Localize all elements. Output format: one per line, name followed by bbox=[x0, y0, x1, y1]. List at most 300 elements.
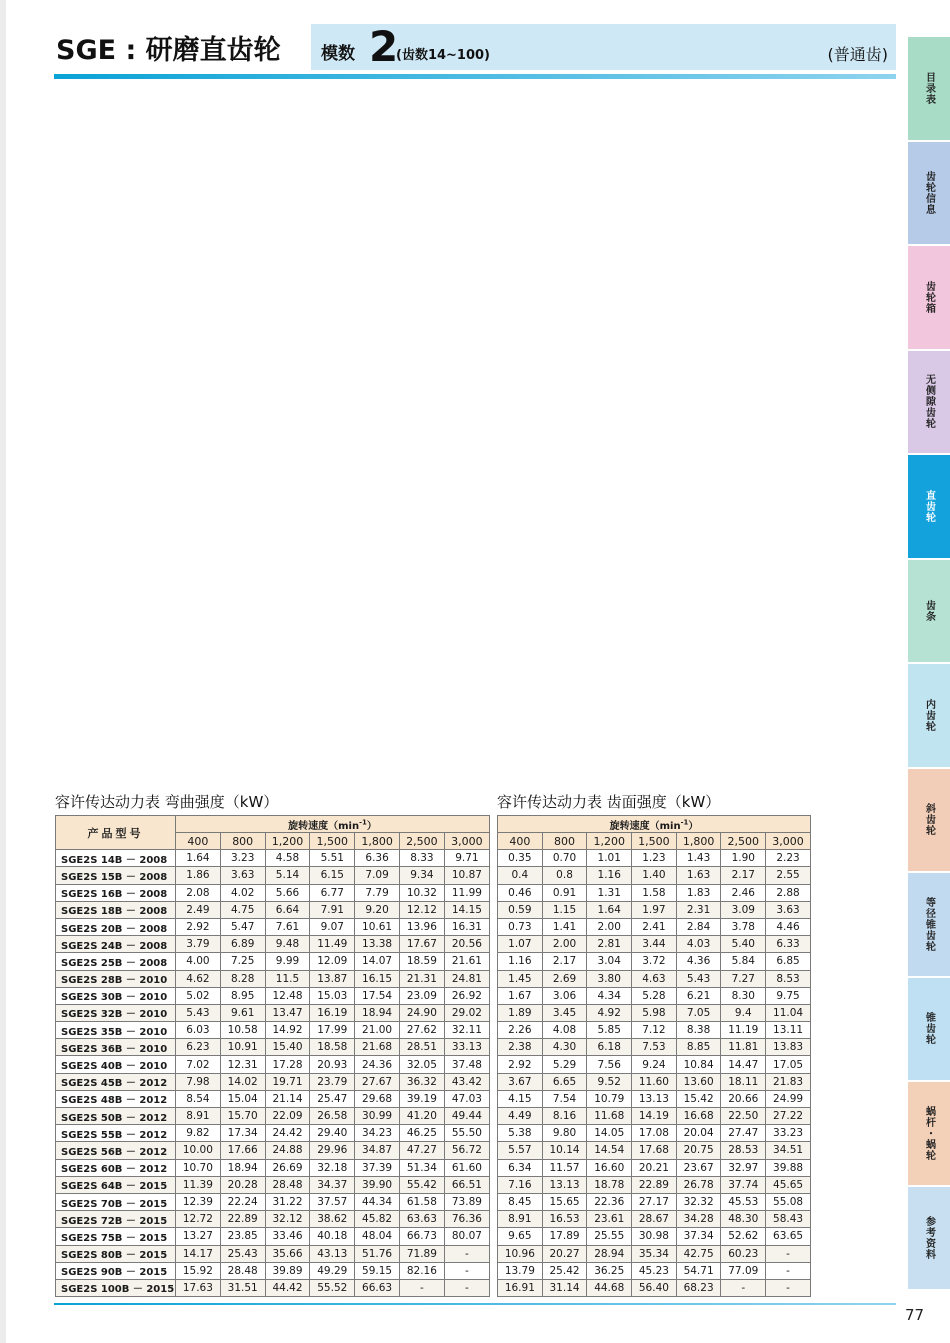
surface-value-cell: 2.00 bbox=[587, 918, 632, 935]
bending-value-cell: 5.14 bbox=[265, 867, 310, 884]
surface-value-cell: 8.85 bbox=[676, 1039, 721, 1056]
bending-value-cell: 44.42 bbox=[265, 1279, 310, 1296]
speed-value-header: 1,200 bbox=[265, 833, 310, 850]
table-row bbox=[56, 953, 490, 970]
surface-value-cell: 13.79 bbox=[498, 1262, 543, 1279]
surface-value-cell: 3.06 bbox=[542, 987, 587, 1004]
surface-value-cell: 5.28 bbox=[632, 987, 677, 1004]
speed-value-header: 1,500 bbox=[632, 833, 677, 850]
table-row bbox=[56, 1279, 490, 1296]
surface-value-cell: 4.46 bbox=[766, 918, 811, 935]
bending-value-cell: 56.72 bbox=[444, 1142, 489, 1159]
bending-value-cell: 7.25 bbox=[220, 953, 265, 970]
surface-value-cell: 3.78 bbox=[721, 918, 766, 935]
bending-value-cell: 13.96 bbox=[399, 918, 444, 935]
bending-value-cell: 10.87 bbox=[444, 867, 489, 884]
bending-value-cell: 5.47 bbox=[220, 918, 265, 935]
surface-value-cell: 77.09 bbox=[721, 1262, 766, 1279]
table-row bbox=[56, 901, 490, 918]
module-label: 模数 bbox=[321, 44, 355, 64]
surface-strength-table bbox=[497, 815, 811, 1297]
bending-value-cell: 6.36 bbox=[355, 850, 400, 867]
bending-value-cell: 45.82 bbox=[355, 1211, 400, 1228]
bending-value-cell: 10.32 bbox=[399, 884, 444, 901]
surface-value-cell: 34.51 bbox=[766, 1142, 811, 1159]
bending-value-cell: 17.99 bbox=[310, 1022, 355, 1039]
bending-value-cell: 38.62 bbox=[310, 1211, 355, 1228]
surface-value-cell: 0.91 bbox=[542, 884, 587, 901]
table-row bbox=[498, 1090, 811, 1107]
surface-value-cell: 14.54 bbox=[587, 1142, 632, 1159]
bending-value-cell: 15.70 bbox=[220, 1108, 265, 1125]
side-tab-label: 等径锥齿轮 bbox=[923, 896, 935, 952]
surface-value-cell: 5.57 bbox=[498, 1142, 543, 1159]
table-row bbox=[498, 1159, 811, 1176]
bending-value-cell: 15.92 bbox=[176, 1262, 221, 1279]
surface-value-cell: 1.63 bbox=[676, 867, 721, 884]
surface-value-cell: 14.05 bbox=[587, 1125, 632, 1142]
surface-value-cell: 5.98 bbox=[632, 1004, 677, 1021]
surface-value-cell: 27.17 bbox=[632, 1193, 677, 1210]
surface-value-cell: 11.60 bbox=[632, 1073, 677, 1090]
surface-value-cell: 8.16 bbox=[542, 1108, 587, 1125]
bending-value-cell: 59.15 bbox=[355, 1262, 400, 1279]
model-cell: SGE2S 50B － 2012 bbox=[56, 1108, 176, 1125]
speed-value-header: 2,500 bbox=[399, 833, 444, 850]
bending-value-cell: 55.42 bbox=[399, 1176, 444, 1193]
bending-value-cell: 66.51 bbox=[444, 1176, 489, 1193]
bending-value-cell: 20.28 bbox=[220, 1176, 265, 1193]
surface-value-cell: 54.71 bbox=[676, 1262, 721, 1279]
surface-value-cell: 6.18 bbox=[587, 1039, 632, 1056]
surface-value-cell: 20.27 bbox=[542, 1245, 587, 1262]
surface-value-cell: 17.68 bbox=[632, 1142, 677, 1159]
model-cell: SGE2S 24B － 2008 bbox=[56, 936, 176, 953]
surface-value-cell: 1.43 bbox=[676, 850, 721, 867]
bending-value-cell: 3.23 bbox=[220, 850, 265, 867]
bending-value-cell: 47.03 bbox=[444, 1090, 489, 1107]
surface-value-cell: 68.23 bbox=[676, 1279, 721, 1296]
surface-value-cell: 17.05 bbox=[766, 1056, 811, 1073]
bending-value-cell: - bbox=[444, 1262, 489, 1279]
surface-value-cell: 5.29 bbox=[542, 1056, 587, 1073]
surface-value-cell: 10.96 bbox=[498, 1245, 543, 1262]
table-row bbox=[56, 1211, 490, 1228]
surface-value-cell: 13.83 bbox=[766, 1039, 811, 1056]
surface-value-cell: 0.73 bbox=[498, 918, 543, 935]
surface-value-cell: 34.28 bbox=[676, 1211, 721, 1228]
table-row bbox=[498, 1004, 811, 1021]
bending-value-cell: 6.77 bbox=[310, 884, 355, 901]
table-row bbox=[498, 1193, 811, 1210]
speed-value-header: 3,000 bbox=[444, 833, 489, 850]
surface-value-cell: 30.98 bbox=[632, 1228, 677, 1245]
bending-value-cell: 12.39 bbox=[176, 1193, 221, 1210]
side-tab[interactable] bbox=[908, 1187, 950, 1290]
bending-value-cell: 27.67 bbox=[355, 1073, 400, 1090]
table-row bbox=[498, 1108, 811, 1125]
surface-value-cell: 56.40 bbox=[632, 1279, 677, 1296]
surface-value-cell: 1.97 bbox=[632, 901, 677, 918]
bending-value-cell: 5.02 bbox=[176, 987, 221, 1004]
bending-value-cell: 4.02 bbox=[220, 884, 265, 901]
surface-value-cell: 1.41 bbox=[542, 918, 587, 935]
bending-value-cell: 39.19 bbox=[399, 1090, 444, 1107]
speed-value-header: 400 bbox=[176, 833, 221, 850]
bending-value-cell: 11.99 bbox=[444, 884, 489, 901]
bending-value-cell: 12.12 bbox=[399, 901, 444, 918]
surface-value-cell: 60.23 bbox=[721, 1245, 766, 1262]
surface-value-cell: 52.62 bbox=[721, 1228, 766, 1245]
speed-value-header: 3,000 bbox=[766, 833, 811, 850]
table-row bbox=[56, 1159, 490, 1176]
side-tab[interactable] bbox=[908, 769, 950, 872]
model-cell: SGE2S 40B － 2010 bbox=[56, 1056, 176, 1073]
bending-value-cell: 7.91 bbox=[310, 901, 355, 918]
surface-value-cell: 9.65 bbox=[498, 1228, 543, 1245]
bending-value-cell: 32.05 bbox=[399, 1056, 444, 1073]
table-row bbox=[56, 1245, 490, 1262]
surface-value-cell: 2.17 bbox=[721, 867, 766, 884]
surface-value-cell: 0.46 bbox=[498, 884, 543, 901]
bending-value-cell: 44.34 bbox=[355, 1193, 400, 1210]
table-row bbox=[498, 1262, 811, 1279]
surface-value-cell: 28.53 bbox=[721, 1142, 766, 1159]
bending-value-cell: 6.89 bbox=[220, 936, 265, 953]
model-cell: SGE2S 14B － 2008 bbox=[56, 850, 176, 867]
table-row bbox=[56, 1228, 490, 1245]
bending-value-cell: 12.09 bbox=[310, 953, 355, 970]
bending-value-cell: 24.42 bbox=[265, 1125, 310, 1142]
side-tab[interactable] bbox=[908, 664, 950, 767]
bending-value-cell: 1.86 bbox=[176, 867, 221, 884]
table-row bbox=[498, 867, 811, 884]
table-row bbox=[56, 1176, 490, 1193]
surface-value-cell: 6.21 bbox=[676, 987, 721, 1004]
table-row bbox=[498, 850, 811, 867]
surface-value-cell: 3.67 bbox=[498, 1073, 543, 1090]
surface-value-cell: 4.30 bbox=[542, 1039, 587, 1056]
table-row bbox=[498, 970, 811, 987]
surface-value-cell: 16.68 bbox=[676, 1108, 721, 1125]
bending-value-cell: 6.23 bbox=[176, 1039, 221, 1056]
surface-value-cell: - bbox=[721, 1279, 766, 1296]
bending-value-cell: 51.76 bbox=[355, 1245, 400, 1262]
model-cell: SGE2S 45B － 2012 bbox=[56, 1073, 176, 1090]
bending-value-cell: 61.60 bbox=[444, 1159, 489, 1176]
bending-value-cell: 7.02 bbox=[176, 1056, 221, 1073]
bending-value-cell: 66.63 bbox=[355, 1279, 400, 1296]
surface-value-cell: 5.40 bbox=[721, 936, 766, 953]
bending-value-cell: 9.20 bbox=[355, 901, 400, 918]
bending-value-cell: 33.13 bbox=[444, 1039, 489, 1056]
bending-value-cell: 40.18 bbox=[310, 1228, 355, 1245]
side-tab-label: 锥齿轮 bbox=[923, 1012, 935, 1046]
surface-value-cell: 15.42 bbox=[676, 1090, 721, 1107]
table-row bbox=[56, 1004, 490, 1021]
bending-value-cell: 4.58 bbox=[265, 850, 310, 867]
surface-value-cell: 9.80 bbox=[542, 1125, 587, 1142]
surface-value-cell: 5.84 bbox=[721, 953, 766, 970]
speed-header: 旋转速度$(\min^{-1})$ bbox=[176, 816, 490, 833]
bending-value-cell: 13.27 bbox=[176, 1228, 221, 1245]
surface-table-title: 容许传达动力表 齿面强度（kW） bbox=[497, 793, 721, 811]
bending-value-cell: 82.16 bbox=[399, 1262, 444, 1279]
speed-value-header: 1,800 bbox=[355, 833, 400, 850]
surface-value-cell: 8.38 bbox=[676, 1022, 721, 1039]
table-row bbox=[498, 1279, 811, 1296]
speed-values-row bbox=[498, 833, 811, 850]
surface-value-cell: 6.34 bbox=[498, 1159, 543, 1176]
surface-value-cell: 10.79 bbox=[587, 1090, 632, 1107]
side-tab[interactable] bbox=[908, 1082, 950, 1185]
side-tab[interactable] bbox=[908, 455, 950, 558]
bending-value-cell: 17.28 bbox=[265, 1056, 310, 1073]
surface-value-cell: 15.65 bbox=[542, 1193, 587, 1210]
surface-value-cell: 2.00 bbox=[542, 936, 587, 953]
surface-value-cell: 7.27 bbox=[721, 970, 766, 987]
table-row bbox=[498, 1228, 811, 1245]
table-row bbox=[56, 918, 490, 935]
bending-value-cell: 21.61 bbox=[444, 953, 489, 970]
bending-value-cell: 16.31 bbox=[444, 918, 489, 935]
table-row bbox=[498, 953, 811, 970]
bending-value-cell: 10.70 bbox=[176, 1159, 221, 1176]
surface-value-cell: 8.91 bbox=[498, 1211, 543, 1228]
bending-value-cell: 29.02 bbox=[444, 1004, 489, 1021]
surface-value-cell: 1.58 bbox=[632, 884, 677, 901]
surface-value-cell: 0.59 bbox=[498, 901, 543, 918]
side-tab[interactable] bbox=[908, 37, 950, 140]
table-row bbox=[498, 1073, 811, 1090]
surface-value-cell: 1.64 bbox=[587, 901, 632, 918]
table-row bbox=[498, 1176, 811, 1193]
bending-value-cell: 8.28 bbox=[220, 970, 265, 987]
side-tab-label: 无侧隙齿轮 bbox=[923, 374, 935, 430]
surface-value-cell: 1.01 bbox=[587, 850, 632, 867]
bending-value-cell: 18.94 bbox=[220, 1159, 265, 1176]
bending-value-cell: 15.03 bbox=[310, 987, 355, 1004]
bending-value-cell: 29.40 bbox=[310, 1125, 355, 1142]
bending-value-cell: 15.04 bbox=[220, 1090, 265, 1107]
surface-value-cell: 20.04 bbox=[676, 1125, 721, 1142]
surface-value-cell: 1.16 bbox=[498, 953, 543, 970]
speed-value-header: 400 bbox=[498, 833, 543, 850]
side-tab[interactable] bbox=[908, 246, 950, 349]
module-value: 2 bbox=[369, 22, 399, 71]
bending-value-cell: 37.39 bbox=[355, 1159, 400, 1176]
surface-value-cell: 16.60 bbox=[587, 1159, 632, 1176]
table-row bbox=[56, 867, 490, 884]
surface-value-cell: 26.78 bbox=[676, 1176, 721, 1193]
bending-value-cell: 10.00 bbox=[176, 1142, 221, 1159]
bending-value-cell: 49.29 bbox=[310, 1262, 355, 1279]
surface-value-cell: 1.23 bbox=[632, 850, 677, 867]
bending-value-cell: 34.37 bbox=[310, 1176, 355, 1193]
bending-value-cell: 26.92 bbox=[444, 987, 489, 1004]
table-row bbox=[56, 1142, 490, 1159]
bending-value-cell: 7.98 bbox=[176, 1073, 221, 1090]
speed-value-header: 800 bbox=[542, 833, 587, 850]
surface-value-cell: 7.05 bbox=[676, 1004, 721, 1021]
table-row bbox=[498, 1142, 811, 1159]
surface-value-cell: 2.46 bbox=[721, 884, 766, 901]
table-row bbox=[498, 1211, 811, 1228]
bending-value-cell: 35.66 bbox=[265, 1245, 310, 1262]
surface-value-cell: 16.91 bbox=[498, 1279, 543, 1296]
bending-value-cell: 32.18 bbox=[310, 1159, 355, 1176]
bending-value-cell: 51.34 bbox=[399, 1159, 444, 1176]
bending-value-cell: 17.66 bbox=[220, 1142, 265, 1159]
bending-value-cell: 14.07 bbox=[355, 953, 400, 970]
surface-value-cell: 11.19 bbox=[721, 1022, 766, 1039]
bending-value-cell: 18.58 bbox=[310, 1039, 355, 1056]
surface-value-cell: 17.89 bbox=[542, 1228, 587, 1245]
bending-value-cell: 31.51 bbox=[220, 1279, 265, 1296]
surface-value-cell: 37.74 bbox=[721, 1176, 766, 1193]
table-row bbox=[56, 1022, 490, 1039]
bending-value-cell: 2.49 bbox=[176, 901, 221, 918]
side-tab[interactable] bbox=[908, 560, 950, 663]
table-row bbox=[498, 1125, 811, 1142]
surface-value-cell: 0.35 bbox=[498, 850, 543, 867]
table-row bbox=[56, 1090, 490, 1107]
bending-value-cell: 55.50 bbox=[444, 1125, 489, 1142]
bending-value-cell: 19.71 bbox=[265, 1073, 310, 1090]
model-cell: SGE2S 80B － 2015 bbox=[56, 1245, 176, 1262]
side-tab[interactable] bbox=[908, 142, 950, 245]
side-tab[interactable] bbox=[908, 351, 950, 454]
bending-value-cell: 10.58 bbox=[220, 1022, 265, 1039]
surface-value-cell: 45.65 bbox=[766, 1176, 811, 1193]
surface-value-cell: 18.11 bbox=[721, 1073, 766, 1090]
side-tab[interactable] bbox=[908, 978, 950, 1081]
bending-value-cell: 15.40 bbox=[265, 1039, 310, 1056]
bending-value-cell: 18.59 bbox=[399, 953, 444, 970]
side-tab-label: 斜齿轮 bbox=[923, 803, 935, 837]
surface-value-cell: 7.54 bbox=[542, 1090, 587, 1107]
bending-value-cell: 32.11 bbox=[444, 1022, 489, 1039]
surface-value-cell: 9.4 bbox=[721, 1004, 766, 1021]
speed-value-header: 1,200 bbox=[587, 833, 632, 850]
bending-value-cell: 8.33 bbox=[399, 850, 444, 867]
model-cell: SGE2S 55B － 2012 bbox=[56, 1125, 176, 1142]
bending-value-cell: 9.71 bbox=[444, 850, 489, 867]
surface-value-cell: 63.65 bbox=[766, 1228, 811, 1245]
surface-value-cell: 4.92 bbox=[587, 1004, 632, 1021]
surface-value-cell: 27.47 bbox=[721, 1125, 766, 1142]
bending-value-cell: 21.00 bbox=[355, 1022, 400, 1039]
surface-value-cell: 4.36 bbox=[676, 953, 721, 970]
model-cell: SGE2S 72B － 2015 bbox=[56, 1211, 176, 1228]
bending-strength-table bbox=[55, 815, 490, 1297]
bending-value-cell: 10.91 bbox=[220, 1039, 265, 1056]
surface-value-cell: 27.22 bbox=[766, 1108, 811, 1125]
surface-value-cell: 31.14 bbox=[542, 1279, 587, 1296]
bending-value-cell: 13.47 bbox=[265, 1004, 310, 1021]
bending-value-cell: - bbox=[399, 1279, 444, 1296]
bending-value-cell: 14.92 bbox=[265, 1022, 310, 1039]
page-header bbox=[54, 24, 896, 80]
surface-value-cell: 2.92 bbox=[498, 1056, 543, 1073]
surface-value-cell: 7.12 bbox=[632, 1022, 677, 1039]
surface-value-cell: - bbox=[766, 1245, 811, 1262]
bending-value-cell: 26.69 bbox=[265, 1159, 310, 1176]
model-cell: SGE2S 30B － 2010 bbox=[56, 987, 176, 1004]
surface-value-cell: 11.68 bbox=[587, 1108, 632, 1125]
surface-value-cell: 35.34 bbox=[632, 1245, 677, 1262]
bending-value-cell: 43.42 bbox=[444, 1073, 489, 1090]
bending-value-cell: 28.51 bbox=[399, 1039, 444, 1056]
bending-value-cell: 9.48 bbox=[265, 936, 310, 953]
surface-value-cell: 36.25 bbox=[587, 1262, 632, 1279]
surface-value-cell: 1.67 bbox=[498, 987, 543, 1004]
surface-value-cell: 24.99 bbox=[766, 1090, 811, 1107]
header-rule bbox=[54, 74, 896, 79]
surface-value-cell: 48.30 bbox=[721, 1211, 766, 1228]
surface-value-cell: 21.83 bbox=[766, 1073, 811, 1090]
bending-value-cell: 25.47 bbox=[310, 1090, 355, 1107]
table-row bbox=[56, 1193, 490, 1210]
bending-value-cell: 26.58 bbox=[310, 1108, 355, 1125]
speed-header: 旋转速度$(\min^{-1})$ bbox=[498, 816, 811, 833]
page-edge bbox=[0, 0, 6, 1343]
footer-rule bbox=[54, 1303, 896, 1305]
table-row bbox=[56, 1056, 490, 1073]
bending-value-cell: 32.12 bbox=[265, 1211, 310, 1228]
model-column-header: 产品型号 bbox=[56, 816, 176, 850]
surface-value-cell: 25.42 bbox=[542, 1262, 587, 1279]
model-cell: SGE2S 100B － 2015 bbox=[56, 1279, 176, 1296]
model-cell: SGE2S 28B － 2010 bbox=[56, 970, 176, 987]
surface-value-cell: 0.4 bbox=[498, 867, 543, 884]
model-cell: SGE2S 36B － 2010 bbox=[56, 1039, 176, 1056]
model-cell: SGE2S 25B － 2008 bbox=[56, 953, 176, 970]
side-tab-label: 齿轮箱 bbox=[923, 280, 935, 314]
bending-value-cell: - bbox=[444, 1279, 489, 1296]
side-tab[interactable] bbox=[908, 873, 950, 976]
surface-value-cell: 1.40 bbox=[632, 867, 677, 884]
surface-value-cell: 45.53 bbox=[721, 1193, 766, 1210]
bending-value-cell: 24.88 bbox=[265, 1142, 310, 1159]
bending-value-cell: 27.62 bbox=[399, 1022, 444, 1039]
model-cell: SGE2S 48B － 2012 bbox=[56, 1090, 176, 1107]
bending-value-cell: 30.99 bbox=[355, 1108, 400, 1125]
bending-value-cell: 48.04 bbox=[355, 1228, 400, 1245]
surface-value-cell: 6.33 bbox=[766, 936, 811, 953]
bending-value-cell: 24.81 bbox=[444, 970, 489, 987]
side-tab-label: 参考资料 bbox=[923, 1215, 935, 1260]
surface-value-cell: 22.89 bbox=[632, 1176, 677, 1193]
bending-value-cell: 49.44 bbox=[444, 1108, 489, 1125]
surface-value-cell: 1.89 bbox=[498, 1004, 543, 1021]
bending-value-cell: 34.23 bbox=[355, 1125, 400, 1142]
bending-value-cell: 7.61 bbox=[265, 918, 310, 935]
surface-value-cell: 8.30 bbox=[721, 987, 766, 1004]
surface-value-cell: 1.07 bbox=[498, 936, 543, 953]
bending-value-cell: 47.27 bbox=[399, 1142, 444, 1159]
surface-value-cell: 5.85 bbox=[587, 1022, 632, 1039]
bending-value-cell: 18.94 bbox=[355, 1004, 400, 1021]
bending-value-cell: 33.46 bbox=[265, 1228, 310, 1245]
model-cell: SGE2S 32B － 2010 bbox=[56, 1004, 176, 1021]
bending-value-cell: 12.48 bbox=[265, 987, 310, 1004]
page-number: 77 bbox=[905, 1306, 925, 1324]
side-tab-label: 齿条 bbox=[923, 599, 935, 622]
bending-value-cell: - bbox=[444, 1245, 489, 1262]
surface-value-cell: 25.55 bbox=[587, 1228, 632, 1245]
table-row bbox=[498, 987, 811, 1004]
